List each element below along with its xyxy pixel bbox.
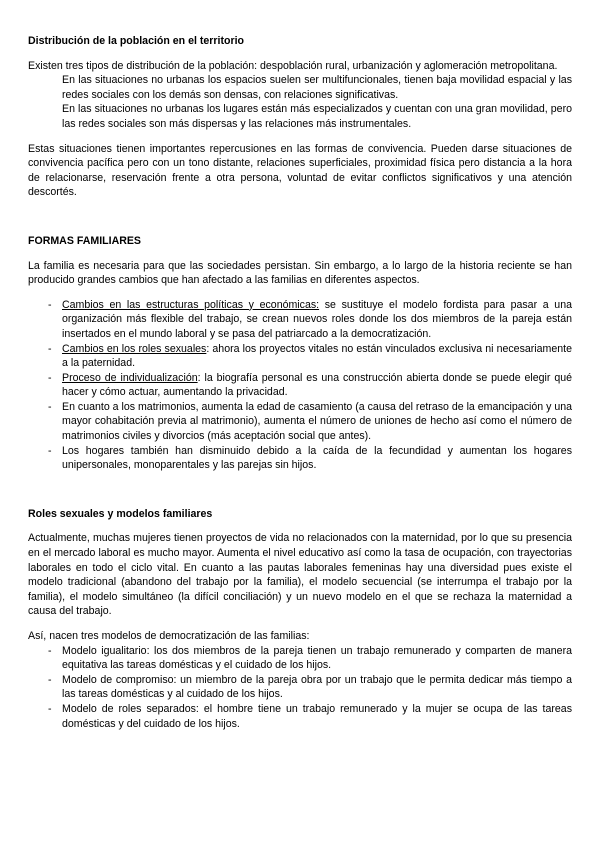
section-heading-distribucion: Distribución de la población en el territorio bbox=[28, 35, 245, 47]
paragraph-familia-intro: La familia es necesaria para que las sociedades persistan. Sin embargo, a lo largo de la historia reciente se han producido grandes cambios que han afectado a las familias en diferentes aspectos. bbox=[28, 259, 572, 287]
indented-paragraph: En las situaciones no urbanas los lugares están más especializados y cuentan con una gran movilidad, pero las redes sociales son más dispersas y las relaciones más instrumentales. bbox=[62, 103, 572, 130]
list-item bbox=[28, 444, 572, 473]
indented-paragraph: En las situaciones no urbanas los espacios suelen ser multifuncionales, tienen baja movilidad espacial y las redes sociales con los demás son densas, con relaciones significativas. bbox=[62, 74, 572, 101]
list-item-term: Proceso de individualización bbox=[62, 371, 198, 384]
list-item bbox=[28, 644, 572, 673]
paragraph-tipos-distribucion: Existen tres tipos de distribución de la población: despoblación rural, urbanización y aglomeración metropolitana. bbox=[28, 59, 558, 72]
list-item-text: Modelo de compromiso: un miembro de la pareja obra por un trabajo que le permita dedicar más tiempo a las tareas domésticas y al cuidado de los hijos. bbox=[62, 673, 572, 701]
list-dash: - bbox=[48, 644, 52, 657]
list-item bbox=[28, 702, 572, 731]
list-dash: - bbox=[48, 673, 52, 686]
list-item bbox=[28, 673, 572, 702]
paragraph-mujeres-mercado-laboral: Actualmente, muchas mujeres tienen proyectos de vida no relacionados con la maternidad, por lo que su presencia en el mercado laboral es mucho mayor. Aumenta el nivel educativo así como la tasa de ocupación, con trayectorias laborales en todo el ciclo vital. En cuanto a las pautas laborales femeninas hay una diversidad pues existe el modelo tradicional (abandono del trabajo por la familia), el modelo secuencial (se interrumpa el trabajo por la familia), el modelo simultáneo (la difícil conciliación) y un nuevo modelo en el que se rechaza la maternidad a causa del trabajo. bbox=[28, 532, 572, 618]
list-item-text: se sustituye el modelo fordista para pasar a una organización más flexible del trabajo, se crean nuevos roles donde los dos miembros de la pareja están insertados en el mundo laboral y se pasa del patriarcado a la democratización. bbox=[62, 298, 572, 340]
cambios-list bbox=[28, 298, 572, 473]
list-item bbox=[28, 342, 572, 371]
paragraph-convivencia: Estas situaciones tienen importantes repercusiones en las formas de convivencia. Pueden darse situaciones de convivencia pacífica pero con un tono distante, relaciones superficiales, proximidad física pero distancia a la hora de relacionarse, reservación frente a otra persona, voluntad de evitar conflictos significativos y una atención descortés. bbox=[28, 142, 572, 199]
list-item-text: En cuanto a los matrimonios, aumenta la edad de casamiento (a causa del retraso de la emancipación y una mayor cohabitación previa al matrimonio), aumenta el número de uniones de hecho así como el número de matrimonios civiles y divorcios (más aceptación social que antes). bbox=[62, 400, 572, 443]
list-dash: - bbox=[48, 342, 52, 355]
list-item-term: Cambios en las estructuras políticas y económicas: bbox=[62, 298, 320, 311]
list-item-text: Los hogares también han disminuido debido a la caída de la fecundidad y aumentan los hogares unipersonales, monoparentales y las parejas sin hijos. bbox=[62, 444, 572, 472]
list-item-text: Modelo de roles separados: el hombre tiene un trabajo remunerado y la mujer se ocupa de las tareas domésticas y del cuidado de los hijos. bbox=[62, 702, 572, 730]
list-item-term: Cambios en los roles sexuales bbox=[62, 342, 207, 355]
list-item bbox=[28, 298, 572, 342]
list-item-text: Modelo igualitario: los dos miembros de la pareja tienen un trabajo remunerado y comparten de manera equitativa las tareas domésticas y el cuidado de los hijos. bbox=[62, 644, 572, 672]
document-page bbox=[28, 34, 572, 731]
list-dash: - bbox=[48, 400, 52, 413]
list-dash: - bbox=[48, 702, 52, 715]
section-heading-formas-familiares: FORMAS FAMILIARES bbox=[28, 234, 141, 247]
list-item bbox=[28, 400, 572, 444]
list-item bbox=[28, 371, 572, 400]
list-item-text: : ahora los proyectos vitales no están vinculados exclusiva ni necesariamente a la paternidad. bbox=[62, 342, 572, 370]
list-dash: - bbox=[48, 371, 52, 384]
list-item-text: : la biografía personal es una construcción abierta donde se puede elegir qué hacer y cómo actuar, aumentando la privacidad. bbox=[62, 371, 572, 399]
paragraph-modelos-lead: Así, nacen tres modelos de democratización de las familias: bbox=[28, 630, 310, 642]
list-dash: - bbox=[48, 298, 52, 311]
list-dash: - bbox=[48, 444, 52, 457]
modelos-list bbox=[28, 644, 572, 732]
section-heading-roles-sexuales: Roles sexuales y modelos familiares bbox=[28, 507, 213, 520]
